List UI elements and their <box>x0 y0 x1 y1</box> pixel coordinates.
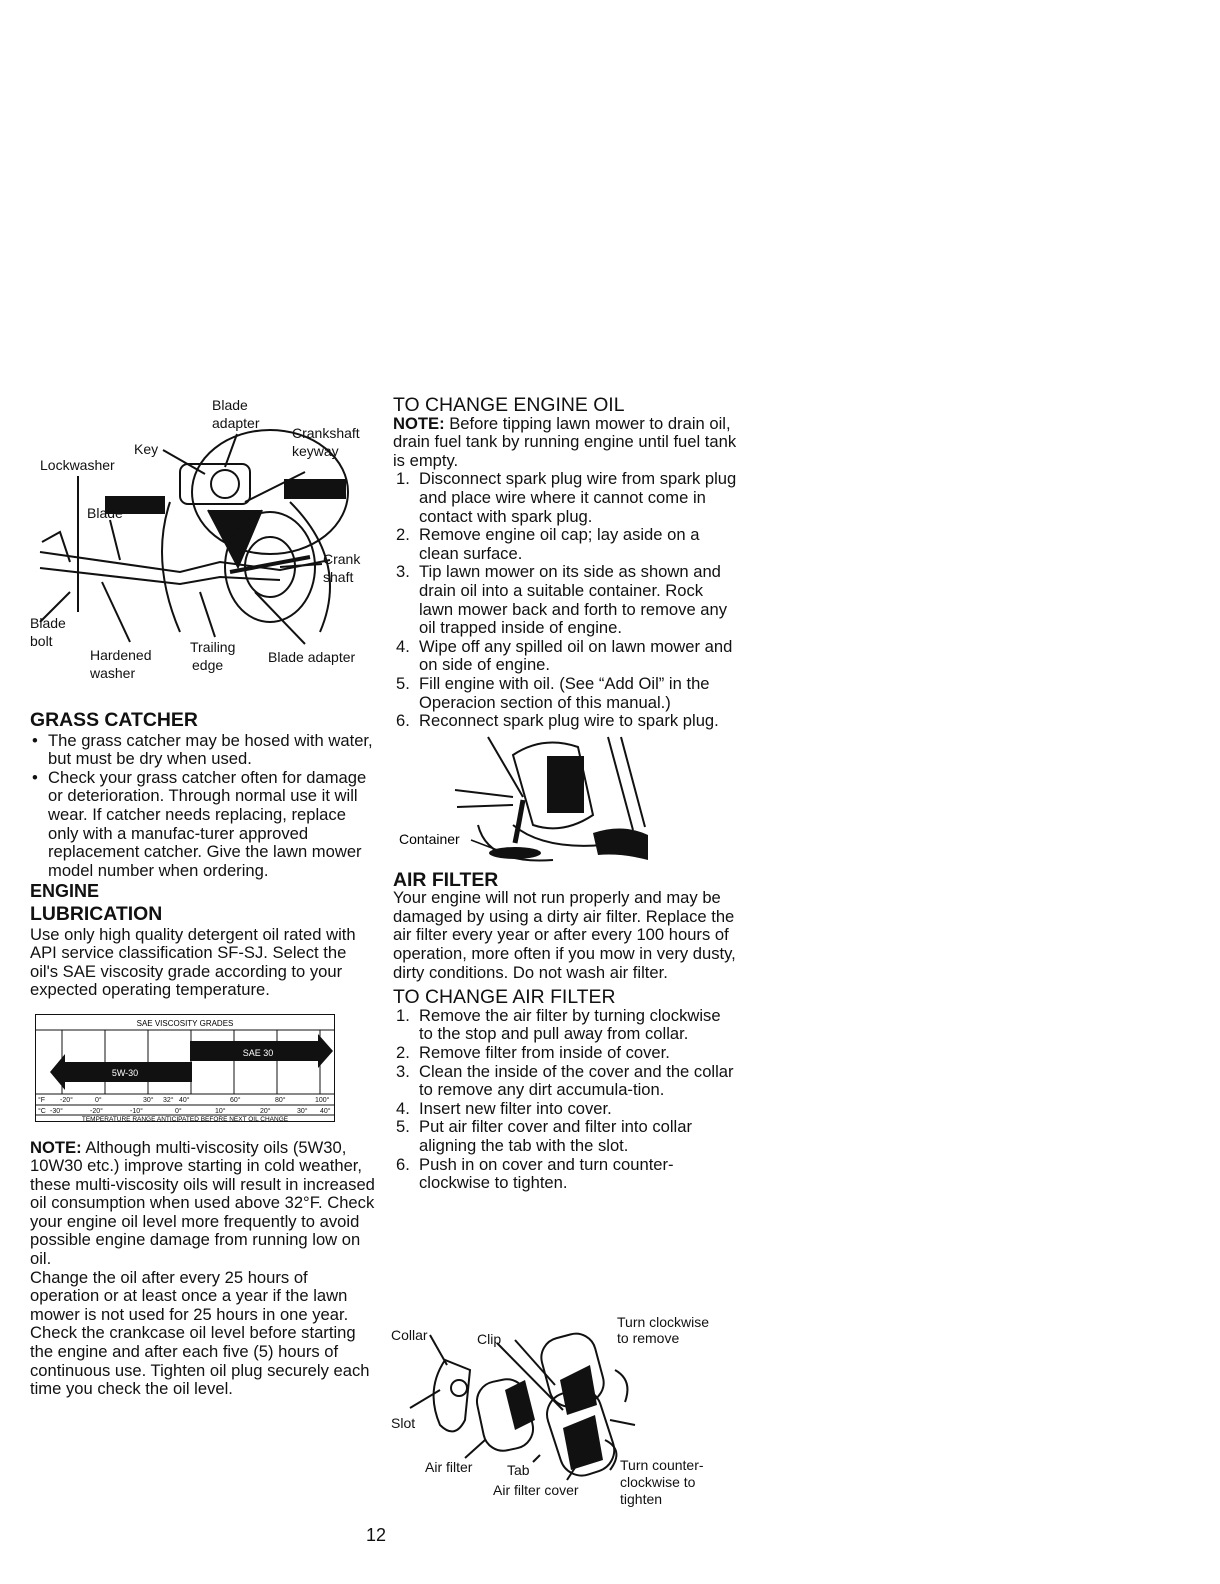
svg-text:bolt: bolt <box>30 633 53 649</box>
grass-catcher-heading: GRASS CATCHER <box>30 709 198 731</box>
oil-drain-figure <box>393 735 738 885</box>
oil-note: NOTE: Although multi-viscosity oils (5W30, 10W30 etc.) improve starting in cold weather, these multi-viscosity oils will result in increased oil consumption when used above 32°F. Check your engine oil level more frequently to avoid possible engine damage from running low on oil. <box>30 1137 375 1269</box>
svg-text:adapter: adapter <box>212 415 260 431</box>
list-item: 5. Put air filter cover and filter into collar aligning the tab with the slot. <box>396 1117 692 1155</box>
svg-text:tighten: tighten <box>620 1491 663 1507</box>
label-crankshaft-keyway: Crankshaft <box>292 425 360 441</box>
right-column <box>393 396 738 1193</box>
grade-low-label: 5W-30 <box>111 1067 139 1078</box>
list-item: 3. Clean the inside of the cover and the collar to remove any dirt accumula-tion. <box>396 1061 734 1100</box>
svg-text:°F: °F <box>38 1096 46 1104</box>
list-item: 6. Push in on cover and turn counter-clockwise to tighten. <box>396 1154 674 1193</box>
crankcase-check: Check the crankcase oil level before starting the engine and after each five (5) hours of continuous use. Tighten oil plug securely each time you check the oil level. <box>30 1323 370 1399</box>
label-turn-counterclockwise: Turn counter- <box>620 1457 704 1473</box>
blade-assembly-figure <box>30 392 380 682</box>
label-blade-adapter-top: Blade <box>212 397 248 413</box>
label-blade-adapter-bottom: Blade adapter <box>268 649 356 665</box>
label-turn-clockwise: Turn clockwise <box>617 1314 710 1330</box>
svg-text:60°: 60° <box>230 1096 241 1104</box>
list-item: 1. Remove the air filter by turning clockwise to the stop and pull away from collar. <box>396 1005 721 1044</box>
list-item: 2. Remove engine oil cap; lay aside on a clean surface. <box>396 525 700 563</box>
list-item: • The grass catcher may be hosed with water, but must be dry when used. <box>30 732 375 769</box>
grass-catcher-list <box>30 732 375 881</box>
air-filter-figure <box>385 1310 745 1515</box>
list-item: 5. Fill engine with oil. (See “Add Oil” in the Operacion section of this manual.) <box>396 673 710 712</box>
change-oil-heading: TO CHANGE ENGINE OIL <box>393 394 625 416</box>
label-hardened-washer: Hardened <box>90 647 152 663</box>
air-filter-text: Your engine will not run properly and may be damaged by using a dirty air filter. Replace the air filter every year or after every 100 hours of operation, more often if you mow in very dusty, dirty conditions. Do not wash air filter. <box>393 888 736 982</box>
svg-text:0°: 0° <box>95 1096 102 1104</box>
label-blade: Blade <box>87 505 123 521</box>
svg-text:30°: 30° <box>297 1107 308 1115</box>
svg-text:shaft: shaft <box>323 569 354 585</box>
label-lockwasher: Lockwasher <box>40 457 115 473</box>
svg-text:keyway: keyway <box>292 443 339 459</box>
grade-high-label: SAE 30 <box>242 1047 274 1058</box>
change-oil-note: NOTE: Before tipping lawn mower to drain oil, drain fuel tank by running engine until fuel tank is empty. <box>393 413 737 470</box>
label-clip: Clip <box>477 1331 502 1347</box>
svg-text:-20°: -20° <box>90 1107 103 1115</box>
svg-text:°C: °C <box>38 1107 46 1115</box>
list-item: 3. Tip lawn mower on its side as shown and drain oil into a suitable container. Rock lawn mower back and forth to remove any oil trapped inside of engine. <box>396 562 728 638</box>
left-column <box>30 711 375 1399</box>
svg-text:-20°: -20° <box>60 1096 73 1104</box>
engine-heading: ENGINE <box>30 881 100 902</box>
svg-text:10°: 10° <box>215 1107 226 1115</box>
svg-text:-10°: -10° <box>130 1107 143 1115</box>
label-slot: Slot <box>391 1415 416 1431</box>
viscosity-chart <box>35 1014 375 1127</box>
svg-text:0°: 0° <box>175 1107 182 1115</box>
list-item: 4. Wipe off any spilled oil on lawn mower and on side of engine. <box>396 636 733 675</box>
change-oil-steps <box>393 470 738 730</box>
change-air-filter-heading: TO CHANGE AIR FILTER <box>393 986 616 1009</box>
list-item: 4. Insert new filter into cover. <box>396 1098 612 1118</box>
page-number: 12 <box>366 1525 387 1545</box>
air-filter-heading: AIR FILTER <box>393 868 499 891</box>
svg-text:-30°: -30° <box>50 1107 63 1115</box>
change-air-filter-steps <box>393 1007 738 1193</box>
svg-text:32°: 32° <box>163 1096 174 1104</box>
label-trailing-edge: Trailing <box>190 639 236 655</box>
svg-text:40°: 40° <box>179 1096 190 1104</box>
label-air-filter-cover: Air filter cover <box>493 1482 579 1498</box>
viscosity-title: SAE VISCOSITY GRADES <box>136 1018 234 1028</box>
svg-text:to remove: to remove <box>617 1330 680 1346</box>
label-crankshaft: Crank <box>323 551 361 567</box>
label-key: Key <box>134 441 159 457</box>
svg-text:40°: 40° <box>320 1107 331 1115</box>
label-air-filter: Air filter <box>425 1459 473 1475</box>
svg-text:washer: washer <box>90 665 136 681</box>
svg-text:80°: 80° <box>275 1096 286 1104</box>
list-item: 6. Reconnect spark plug wire to spark plug. <box>396 711 719 731</box>
svg-text:100°: 100° <box>315 1096 330 1104</box>
svg-text:30°: 30° <box>143 1096 154 1104</box>
label-collar: Collar <box>391 1327 428 1343</box>
viscosity-footer: TEMPERATURE RANGE ANTICIPATED BEFORE NEXT OIL CHANGE <box>81 1115 289 1122</box>
label-blade-bolt: Blade <box>30 615 66 631</box>
list-item: • Check your grass catcher often for damage or deterioration. Through normal use it will wear. If catcher needs replacing, replace only with a manufac-turer approved replacement catcher. Give the lawn mower model number when ordering. <box>30 769 375 881</box>
list-item: 1. Disconnect spark plug wire from spark plug and place wire where it cannot come in contact with spark plug. <box>396 469 737 526</box>
lubrication-heading: LUBRICATION <box>30 902 163 925</box>
svg-text:20°: 20° <box>260 1107 271 1115</box>
svg-text:clockwise to: clockwise to <box>620 1474 696 1490</box>
svg-text:edge: edge <box>192 657 224 673</box>
viscosity-chart-svg <box>35 1014 335 1122</box>
lubrication-text: Use only high quality detergent oil rated with API service classification SF-SJ. Select the oil's SAE viscosity grade according to your expected operating temperature. <box>30 924 356 1000</box>
label-tab: Tab <box>507 1462 530 1478</box>
oil-change-interval: Change the oil after every 25 hours of operation or at least once a year if the lawn mower is not used for 25 hours in one year. <box>30 1267 349 1324</box>
list-item: 2. Remove filter from inside of cover. <box>396 1043 670 1063</box>
label-container: Container <box>399 830 460 847</box>
